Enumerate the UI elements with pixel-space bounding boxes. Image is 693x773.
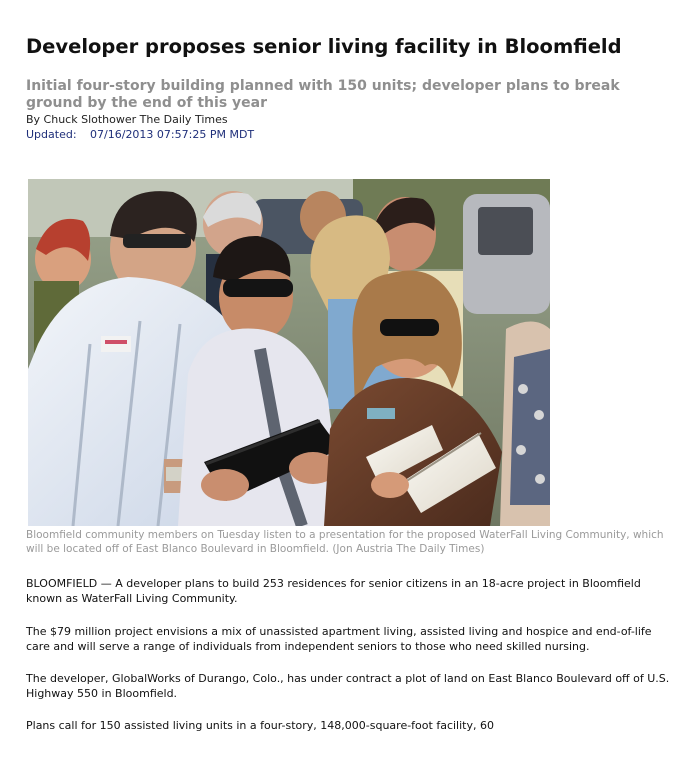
article-updated — [26, 128, 254, 142]
article-paragraph-4: Plans call for 150 assisted living units in a four-story, 148,000-square-foot facility, 60 — [26, 719, 494, 732]
crowd-photo-illustration — [28, 179, 550, 526]
right-edge-person — [500, 322, 550, 527]
article-headline: Developer proposes senior living facility in Bloomfield — [26, 35, 622, 58]
updated-timestamp: 07/16/2013 07:57:25 PM MDT — [90, 128, 255, 141]
photo-caption: Bloomfield community members on Tuesday listen to a presentation for the proposed WaterFall Living Community, which will be located off of East Blanco Boulevard in Bloomfield. (Jon Austria The Daily Times) — [26, 529, 664, 555]
updated-label: Updated: — [26, 128, 77, 141]
article-photo — [28, 179, 550, 526]
article-paragraph-2: The $79 million project envisions a mix of unassisted apartment living, assisted living and hospice and end-of-life care and will serve a range of individuals from independent seniors to those who need skilled nursing. — [26, 625, 652, 653]
article-paragraph-1: BLOOMFIELD — A developer plans to build 253 residences for senior citizens in an 18-acre project in Bloomfield known as WaterFall Living Community. — [26, 577, 641, 605]
article-byline: By Chuck Slothower The Daily Times — [26, 113, 228, 126]
article-subheadline: Initial four-story building planned with 150 units; developer plans to break ground by the end of this year — [26, 78, 620, 111]
article-paragraph-3: The developer, GlobalWorks of Durango, Colo., has under contract a plot of land on East Blanco Boulevard off of U.S. Highway 550 in Bloomfield. — [26, 672, 670, 700]
